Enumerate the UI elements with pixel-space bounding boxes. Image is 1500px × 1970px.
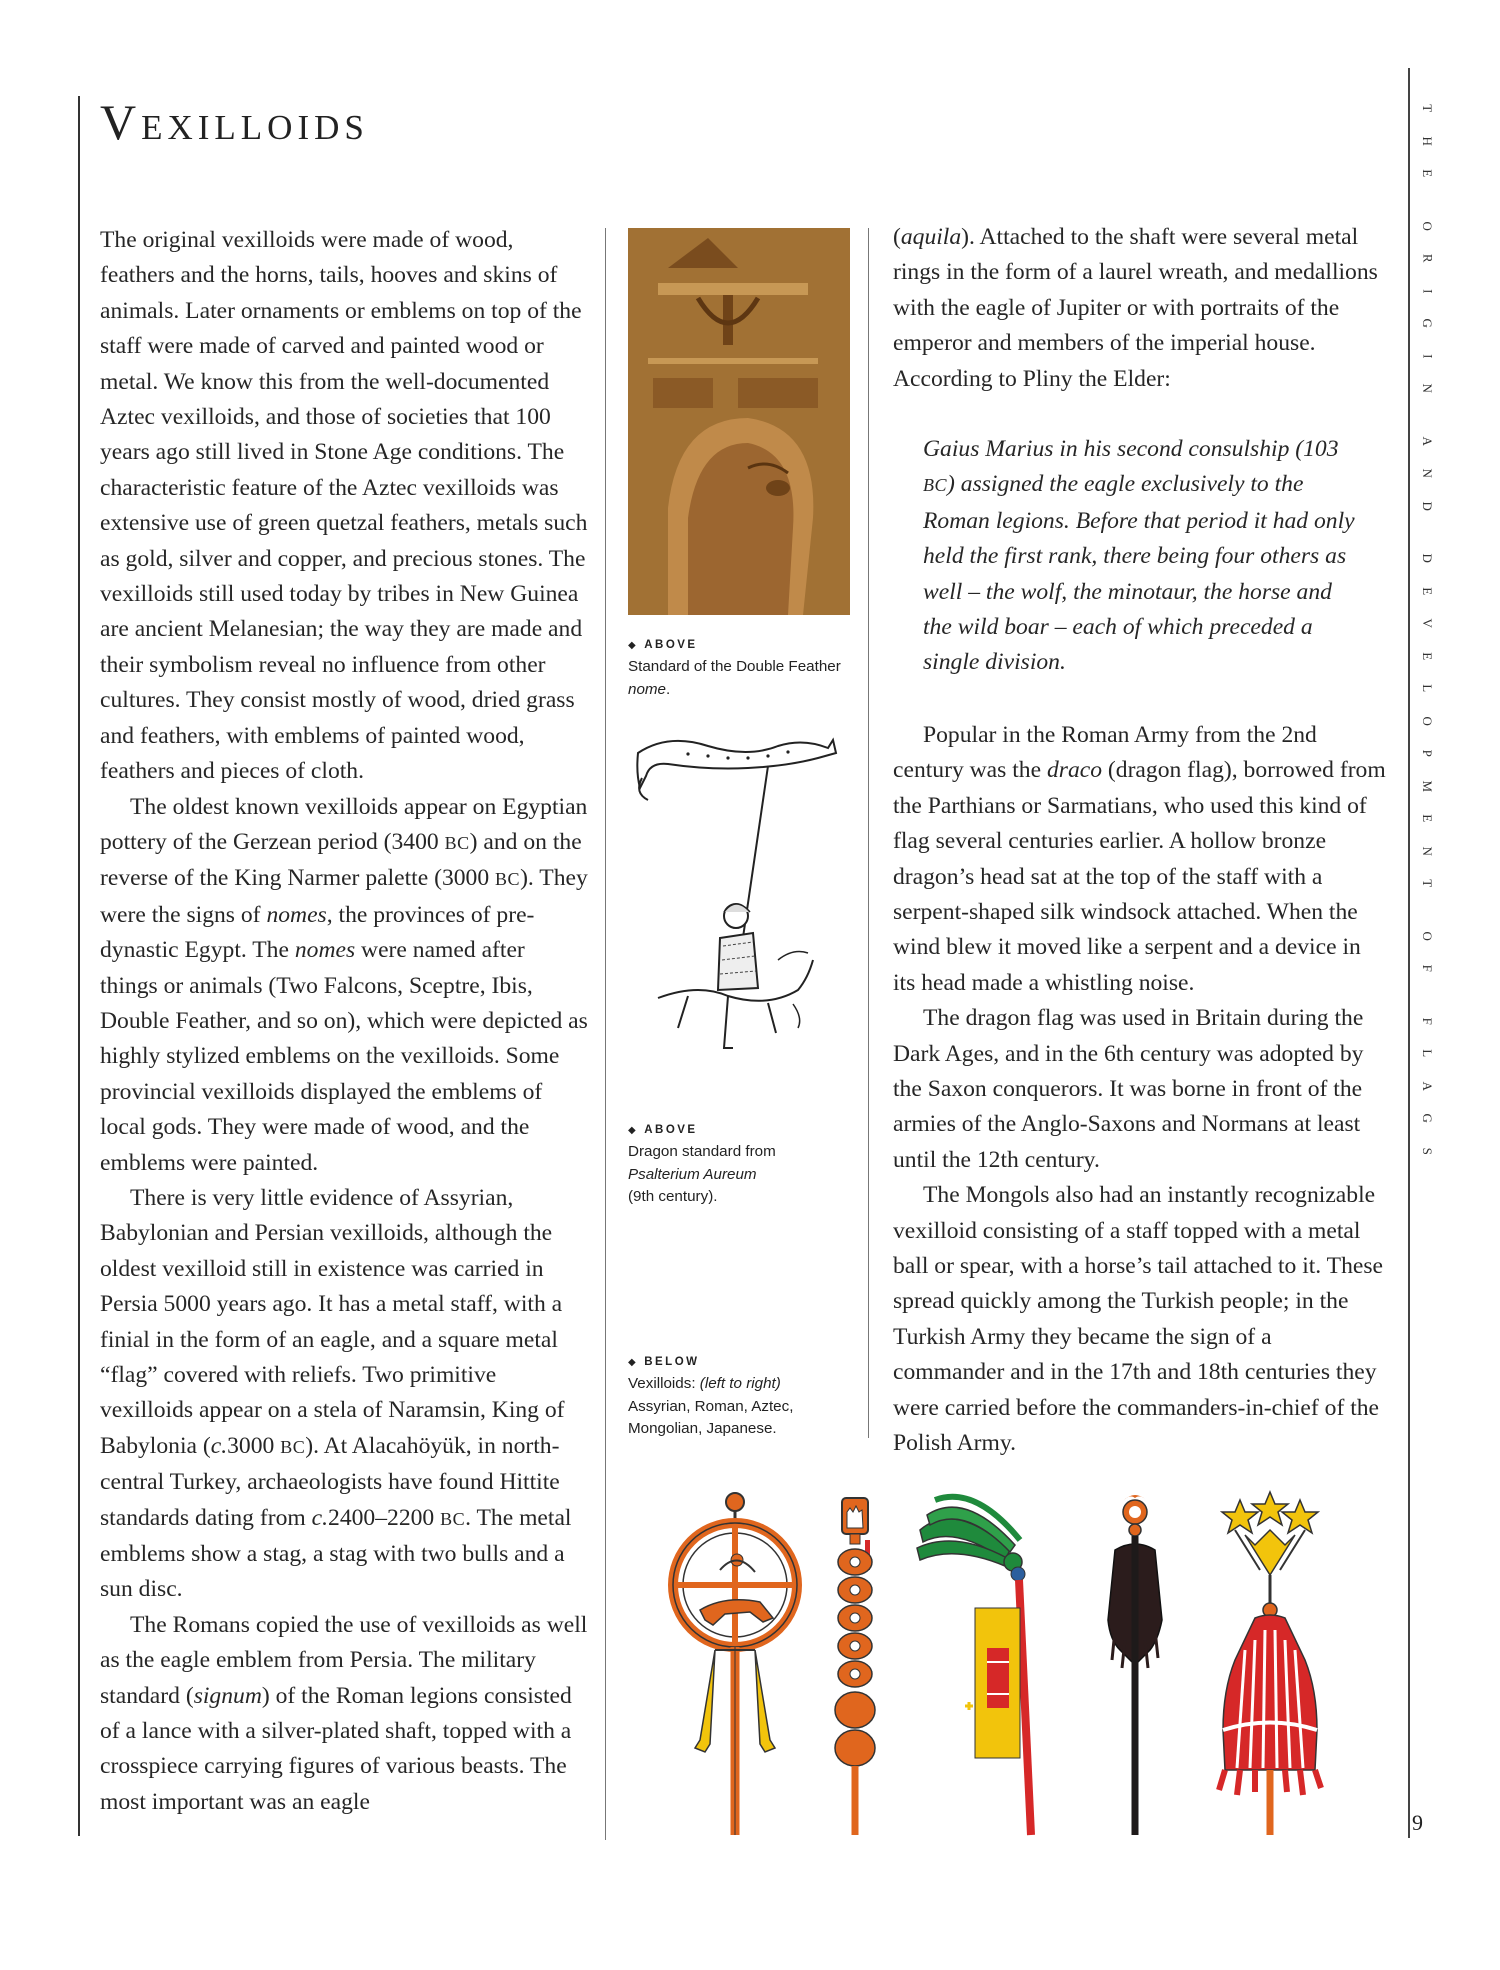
body-column-left <box>100 223 588 1820</box>
running-head-letter: D <box>1420 553 1436 563</box>
running-head-letter: I <box>1420 288 1436 293</box>
running-head-letter: L <box>1420 1049 1436 1058</box>
japanese-vexilloid <box>1205 1490 1335 1840</box>
paragraph: The Mongols also had an instantly recognizable vexilloid consisting of a staff topped with a metal ball or spear, with a horse’s tail attached to it. These spread quickly among the Turkish people; in the Turkish Army they became the sign of a commander and in the 17th and 18th centuries they were carried before the commanders-in-chief of the Polish Army. <box>893 1182 1384 1456</box>
double-feather-standard-photo <box>628 228 850 615</box>
paragraph: (aquila). Attached to the shaft were several metal rings in the form of a laurel wreath, and medallions with the eagle of Jupiter or with portraits of the emperor and members of the imperial house. According to Pliny the Elder: <box>893 224 1378 392</box>
running-head-letter: M <box>1420 779 1436 792</box>
running-head-letter: H <box>1420 136 1436 146</box>
running-head-letter: L <box>1420 684 1436 693</box>
caption-label: ◆ BELOW <box>628 1356 700 1368</box>
caption-vexilloids: ◆ BELOW Vexilloids: (left to right) Assyrian, Roman, Aztec, Mongolian, Japanese. <box>628 1352 843 1441</box>
running-head-letter: S <box>1420 1147 1436 1155</box>
paragraph: There is very little evidence of Assyrian, Babylonian and Persian vexilloids, although the oldest vexilloid still in existence was carried in Persia 5000 years ago. It has a metal staff, with a finial in the form of an eagle, and a square metal “flag” covered with reliefs. Two primitive vexilloids appear on a stela of Naramsin, King of Babylonia (c.3000 BC). At Alacahöyük, in north-central Turkey, archaeologists have found Hittite standards dating from c.2400–2200 BC. The metal emblems show a stag, a stag with two bulls and a sun disc. <box>100 1184 572 1603</box>
mongolian-vexilloid <box>1100 1490 1170 1840</box>
running-head-letter: G <box>1420 318 1436 328</box>
running-head-letter: N <box>1420 846 1436 856</box>
roman-vexilloid <box>825 1490 885 1840</box>
page-title: Vexilloids <box>100 94 369 150</box>
running-head-letter: E <box>1420 586 1436 595</box>
caption-dragon-standard: ◆ ABOVE Dragon standard from Psalterium Aureum (9th century). <box>628 1120 843 1209</box>
paragraph: The original vexilloids were made of wood, feathers and the horns, tails, hooves and skins of animals. Later ornaments or emblems on top of the staff were made of carved and painted wood or metal. We know this from the well-documented Aztec vexilloids, and those of societies that 100 years ago still lived in Stone Age conditions. The characteristic feature of the Aztec vexilloids was extensive use of green quetzal feathers, metals such as gold, silver and copper, and precious stones. The vexilloids still used today by tribes in New Guinea are ancient Melanesian; the way they are made and their symbolism reveal no influence from other cultures. They consist mostly of wood, dried grass and feathers, with emblems of painted wood, feathers and pieces of cloth. <box>100 227 588 785</box>
running-head-letter: F <box>1420 1017 1436 1025</box>
right-margin-rule <box>1408 68 1410 1838</box>
paragraph: The dragon flag was used in Britain during the Dark Ages, and in the 6th century was adopted by the Saxon conquerors. It was borne in front of the armies of the Anglo-Saxons and Normans at least until the 12th century. <box>893 1005 1364 1173</box>
paragraph: The Romans copied the use of vexilloids as well as the eagle emblem from Persia. The military standard (signum) of the Roman legions consisted of a lance with a silver-plated shaft, topped with a crosspiece carrying figures of various beasts. The most important was an eagle <box>100 1611 588 1815</box>
pliny-quote: Gaius Marius in his second consulship (103 BC) assigned the eagle exclusively to the Roman legions. Before that period it had only held the first rank, there being four others as well – the wolf, the minotaur, the horse and the wild boar – each of which preceded a single division. <box>923 436 1355 676</box>
running-head-letter: V <box>1420 618 1436 628</box>
running-head-letter: P <box>1420 749 1436 757</box>
left-margin-rule <box>78 96 80 1836</box>
aztec-vexilloid <box>915 1490 1045 1840</box>
caption-double-feather: ◆ ABOVE Standard of the Double Feather nome. <box>628 635 843 701</box>
running-head-letter: O <box>1420 221 1436 231</box>
running-head-letter: N <box>1420 468 1436 478</box>
running-head-letter: N <box>1420 383 1436 393</box>
body-column-right <box>893 220 1388 1461</box>
running-head <box>1412 92 1442 1167</box>
running-head-letter: O <box>1420 716 1436 726</box>
assyrian-vexilloid <box>655 1490 820 1840</box>
caption-label: ◆ ABOVE <box>628 1124 698 1136</box>
paragraph: The oldest known vexilloids appear on Egyptian pottery of the Gerzean period (3400 BC) and on the reverse of the King Narmer palette (3000 BC). They were the signs of nomes, the provinces of pre-dynastic Egypt. The nomes were named after things or animals (Two Falcons, Sceptre, Ibis, Double Feather, and so on), which were depicted as highly stylized emblems on the vexilloids. Some provincial vexilloids displayed the emblems of local gods. They were made of wood, and the emblems were painted. <box>100 793 588 1176</box>
running-head-letter: A <box>1420 436 1436 446</box>
running-head-letter: F <box>1420 964 1436 972</box>
column-rule-right <box>868 228 869 1438</box>
running-head-letter: A <box>1420 1081 1436 1091</box>
running-head-letter: T <box>1420 879 1436 888</box>
running-head-letter: E <box>1420 169 1436 178</box>
running-head-letter: G <box>1420 1113 1436 1123</box>
running-head-letter: R <box>1420 253 1436 263</box>
running-head-letter: O <box>1420 931 1436 941</box>
page-number: 9 <box>1412 1810 1423 1835</box>
running-head-letter: T <box>1420 104 1436 113</box>
paragraph: Popular in the Roman Army from the 2nd century was the draco (dragon flag), borrowed from the Parthians or Sarmatians, who used this kind of flag several centuries earlier. A hollow bronze dragon’s head sat at the top of the staff with a serpent-shaped silk windsock attached. When the wind blew it moved like a serpent and a device in its head made a whistling noise. <box>893 721 1386 996</box>
caption-label: ◆ ABOVE <box>628 639 698 651</box>
column-rule-left <box>605 228 606 1840</box>
running-head-letter: E <box>1420 651 1436 660</box>
running-head-letter: I <box>1420 353 1436 358</box>
running-head-letter: E <box>1420 814 1436 823</box>
dragon-standard-drawing <box>628 728 850 1088</box>
running-head-letter: D <box>1420 501 1436 511</box>
